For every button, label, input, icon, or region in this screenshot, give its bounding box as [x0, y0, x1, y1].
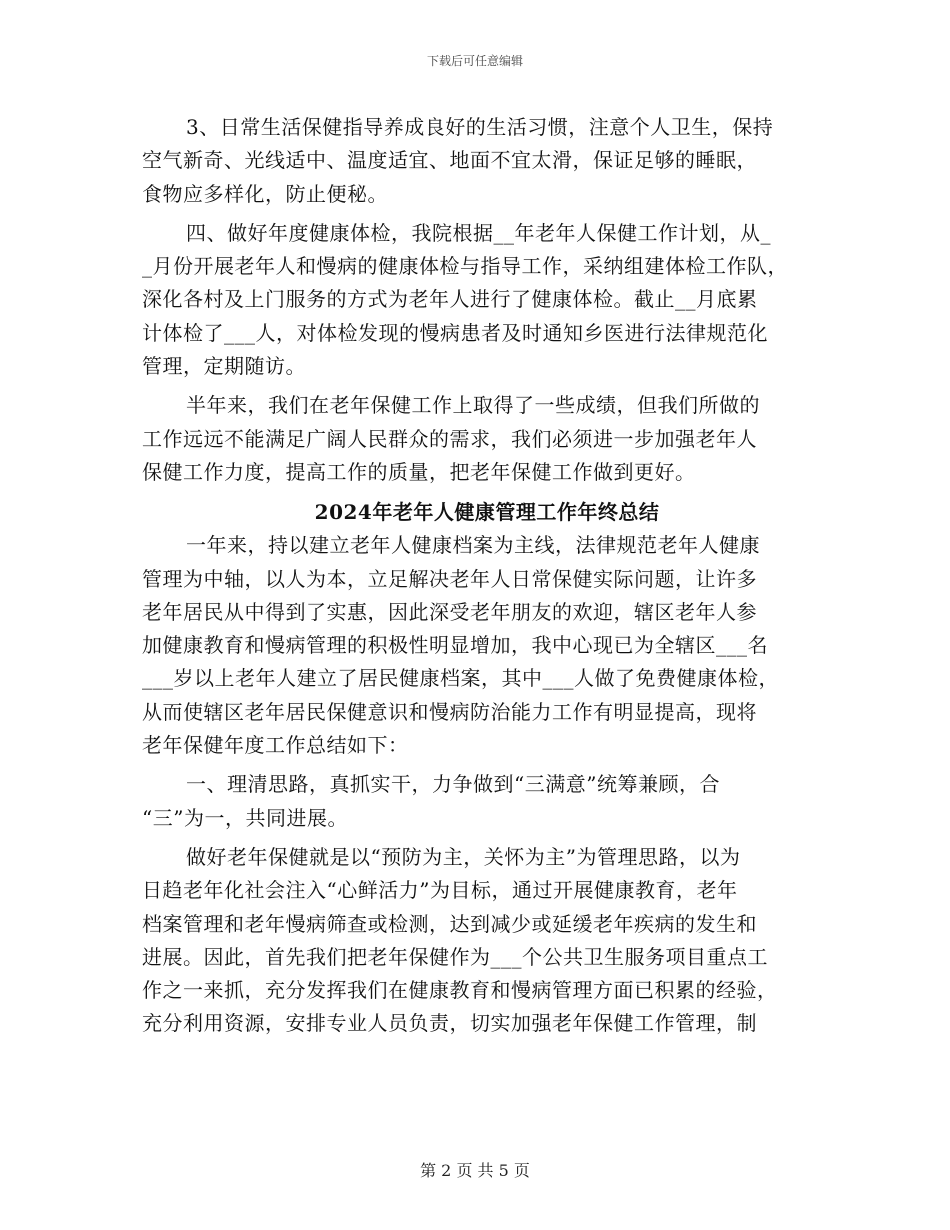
text-line: 做好老年保健就是以“预防为主，关怀为主”为管理思路，以为: [186, 844, 741, 869]
text-line: 一、理清思路，真抓实干，力争做到“三满意”统筹兼顾，合: [186, 772, 720, 797]
text-line: 工作远远不能满足广阔人民群众的需求，我们必须进一步加强老年人: [142, 426, 757, 451]
text-line: “三”为一，共同进展。: [142, 805, 348, 830]
text-line: 空气新奇、光线适中、温度适宜、地面不宜太滑，保证足够的睡眠，: [142, 148, 757, 173]
paragraph-year-overview: [142, 529, 812, 762]
text-line: 一年来，持以建立老年人健康档案为主线，法律规范老年人健康: [186, 533, 760, 558]
text-line: 从而使辖区老年居民保健意识和慢病防治能力工作有明显提高，现将: [142, 699, 757, 724]
text-line: 充分利用资源，安排专业人员负责，切实加强老年保健工作管理，制: [142, 1011, 757, 1036]
page-number-footer: 第 2 页 共 5 页: [420, 1161, 530, 1180]
text-line: 计体检了___人，对体检发现的慢病患者及时通知乡医进行法律规范化: [142, 320, 768, 345]
section-title: 2024年老年人健康管理工作年终总结: [314, 500, 660, 525]
paragraph-prevention-approach: [142, 841, 812, 1041]
text-line: 四、做好年度健康体检，我院根据__年老年人保健工作计划，从_: [186, 220, 771, 245]
paragraph-section-one-heading: [142, 768, 812, 835]
text-line: 老年保健年度工作总结如下：: [142, 733, 409, 758]
document-body: [142, 111, 812, 1047]
text-line: 管理为中轴，以人为本，立足解决老年人日常保健实际问题，让许多: [142, 566, 757, 591]
text-line: ___岁以上老年人建立了居民健康档案，其中___人做了免费健康体检，: [142, 666, 779, 691]
page-header-note: 下载后可任意编辑: [426, 54, 523, 68]
text-line: 3、日常生活保健指导养成良好的生活习惯，注意个人卫生，保持: [186, 115, 774, 139]
text-line: 作之一来抓，充分发挥我们在健康教育和慢病管理方面已积累的经验，: [142, 978, 778, 1003]
text-line: 保健工作力度，提高工作的质量，把老年保健工作做到更好。: [142, 459, 696, 484]
text-line: 食物应多样化，防止便秘。: [142, 181, 388, 206]
text-line: 进展。因此，首先我们把老年保健作为___个公共卫生服务项目重点工: [142, 944, 768, 969]
text-line: 半年来，我们在老年保健工作上取得了一些成绩，但我们所做的: [186, 393, 760, 418]
paragraph-half-year-summary: [142, 389, 812, 489]
text-line: 深化各村及上门服务的方式为老年人进行了健康体检。截止__月底累: [142, 287, 758, 312]
text-line: 日趋老年化社会注入“心鲜活力”为目标，通过开展健康教育，老年: [142, 878, 738, 903]
text-line: 管理，定期随访。: [142, 354, 306, 379]
text-line: _月份开展老年人和慢病的健康体检与指导工作，采纳组建体检工作队，: [142, 254, 788, 279]
text-line: 老年居民从中得到了实惠，因此深受老年朋友的欢迎，辖区老年人参: [142, 599, 757, 624]
paragraph-annual-checkup: [142, 217, 812, 383]
paragraph-daily-health-guidance: [142, 111, 812, 211]
text-line: 档案管理和老年慢病筛查或检测，达到减少或延缓老年疾病的发生和: [142, 911, 757, 936]
text-line: 加健康教育和慢病管理的积极性明显增加，我中心现已为全辖区___名: [142, 633, 768, 658]
